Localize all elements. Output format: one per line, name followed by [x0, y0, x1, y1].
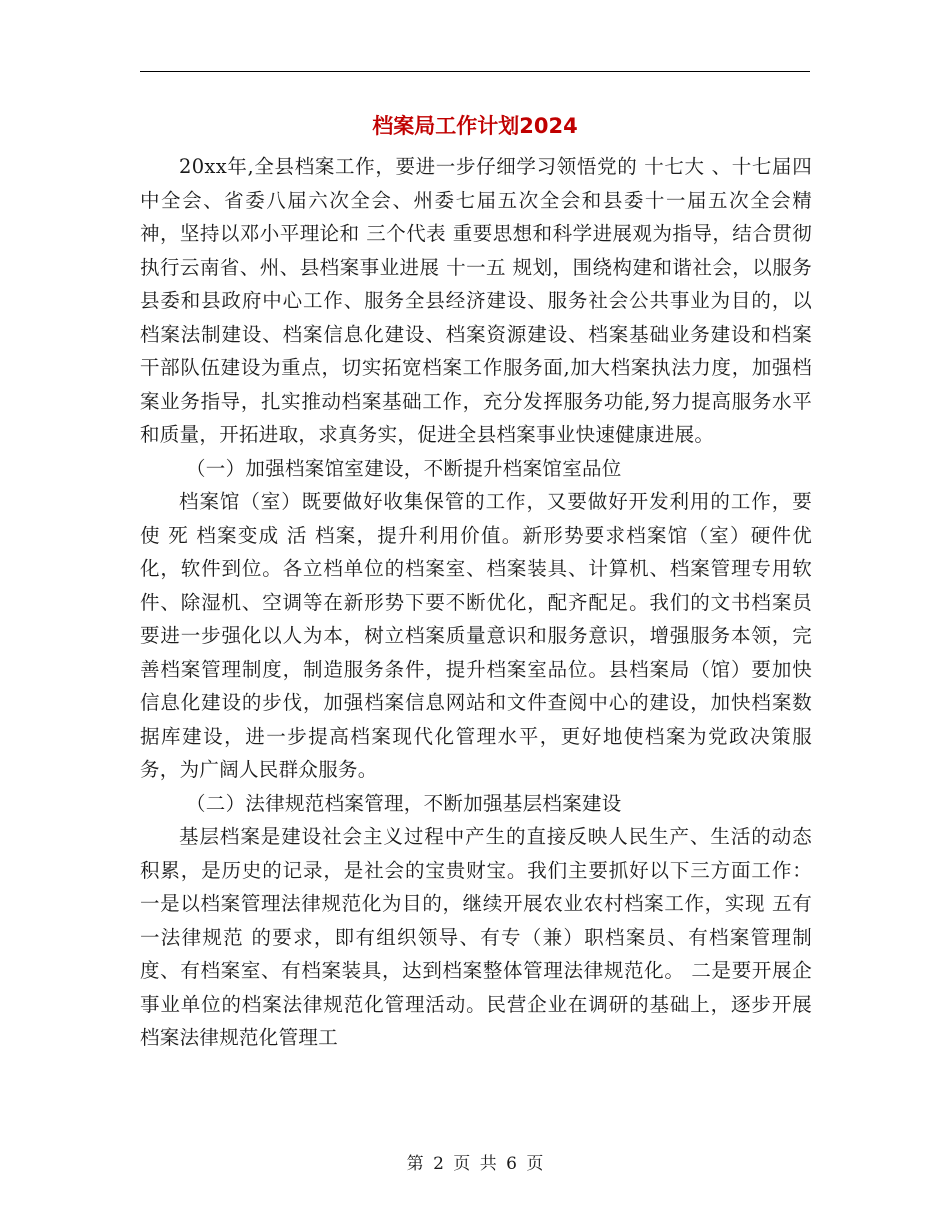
section-heading-1: （一）加强档案馆室建设，不断提升档案馆室品位: [186, 456, 622, 480]
document-body: [140, 150, 812, 1055]
document-title: 档案局工作计划2024: [372, 114, 578, 138]
section-1-paragraph: 档案馆（室）既要做好收集保管的工作，又要做好开发利用的工作，要使 死 档案变成 活 档案，提升利用价值。新形势要求档案馆（室）硬件优化，软件到位。各立档单位的档案室、档案装具、计算机、档案管理专用软件、除湿机、空调等在新形势下要不断优化，配齐配足。我们的文书档案员要进一步强化以人为本，树立档案质量意识和服务意识，增强服务本领，完善档案管理制度，制造服务条件，提升档案室品位。县档案局（馆）要加快信息化建设的步伐，加强档案信息网站和文件查阅中心的建设，加快档案数据库建设，进一步提高档案现代化管理水平，更好地使档案为党政决策服务，为广阔人民群众服务。: [140, 490, 812, 781]
section-2-paragraph: 基层档案是建设社会主义过程中产生的直接反映人民生产、生活的动态积累，是历史的记录，是社会的宝贵财宝。我们主要抓好以下三方面工作： 一是以档案管理法律规范化为目的，继续开展农业农村档案工作，实现 五有一法律规范 的要求，即有组织领导、有专（兼）职档案员、有档案管理制度、有档案室、有档案装具，达到档案整体管理法律规范化。 二是要开展企事业单位的档案法律规范化管理活动。民营企业在调研的基础上，逐步开展档案法律规范化管理工: [140, 825, 812, 1049]
section-heading-2: （二）法律规范档案管理，不断加强基层档案建设: [186, 791, 622, 815]
page-number-footer: 第 2 页 共 6 页: [406, 1154, 544, 1174]
intro-paragraph: 20xx年,全县档案工作，要进一步仔细学习领悟党的 十七大 、十七届四中全会、省委八届六次全会、州委七届五次全会和县委十一届五次全会精神，坚持以邓小平理论和 三个代表 重要思想和科学进展观为指导，结合贯彻执行云南省、州、县档案事业进展 十一五 规划，围绕构建和谐社会，以服务县委和县政府中心工作、服务全县经济建设、服务社会公共事业为目的，以档案法制建设、档案信息化建设、档案资源建设、档案基础业务建设和档案干部队伍建设为重点，切实拓宽档案工作服务面,加大档案执法力度，加强档案业务指导，扎实推动档案基础工作，充分发挥服务功能,努力提高服务水平和质量，开拓进取，求真务实，促进全县档案事业快速健康进展。: [140, 155, 812, 446]
header-rule: [140, 71, 810, 72]
